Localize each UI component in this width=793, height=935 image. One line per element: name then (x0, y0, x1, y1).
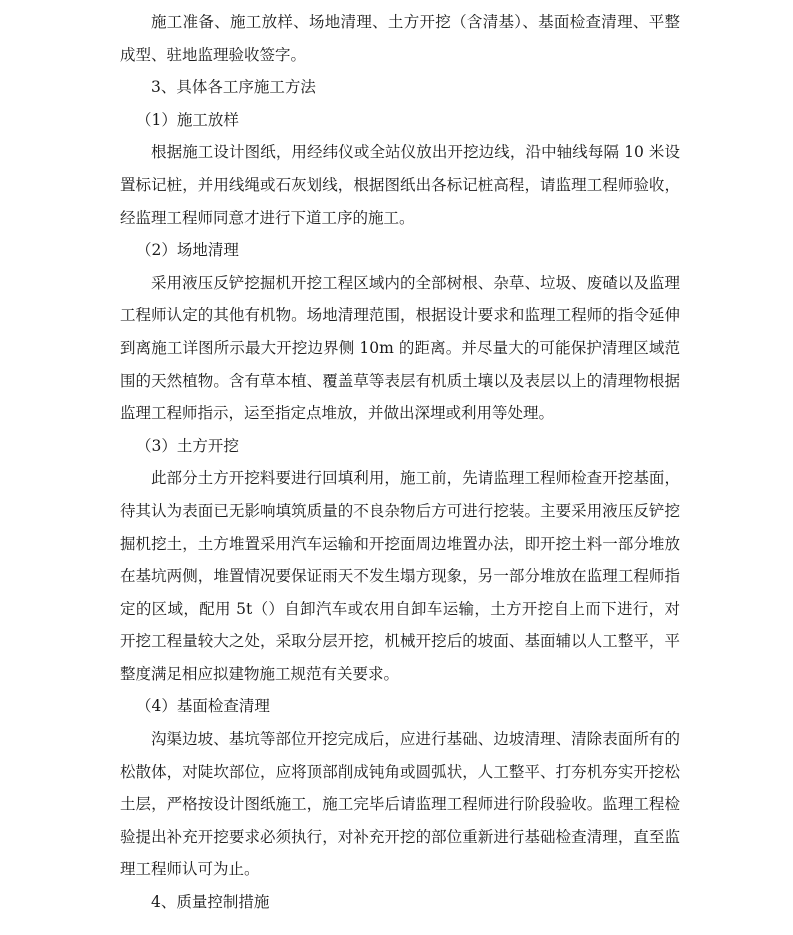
subheading-site-clearing: （2）场地清理 (136, 241, 239, 260)
subheading-construction-layout: （1）施工放样 (136, 110, 239, 129)
paragraph-earth-excavation: 此部分土方开挖料要进行回填利用，施工前，先请监理工程师检查开挖基面，待其认为表面已无影响填筑质量的不良杂物后方可进行挖装。主要采用液压反铲挖掘机挖土，土方堆置采用汽车运输和开挖面周边堆置办法，即开挖土料一部分堆放在基坑两侧，堆置情况要保证雨天不发生塌方现象，另一部分堆放在监理工程师指定的区域，配用 5t（）自卸汽车或农用自卸车运输，土方开挖自上而下进行，对开挖工程量较大之处，采取分层开挖，机械开挖后的坡面、基面辅以人工整平，平整度满足相应拟建物施工规范有关要求。 (120, 469, 680, 683)
paragraph-site-clearing: 采用液压反铲挖掘机开挖工程区域内的全部树根、杂草、垃圾、废碴以及监理工程师认定的其他有机物。场地清理范围，根据设计要求和监理工程师的指令延伸到离施工详图所示最大开挖边界侧 10m 的距离。并尽量大的可能保护清理区域范围的天然植物。含有草本植、覆盖草等表层有机质土壤以及表层以上的清理物根据监理工程师指示，运至指定点堆放，并做出深埋或利用等处理。 (120, 273, 680, 423)
paragraph-construction-layout: 根据施工设计图纸，用经纬仪或全站仪放出开挖边线，沿中轴线每隔 10 米设置标记桩，并用线绳或石灰划线，根据图纸出各标记桩高程，请监理工程师验收，经监理工程师同意才进行下道工序的施工。 (120, 143, 680, 227)
subheading-base-inspection: （4）基面检查清理 (136, 697, 270, 716)
paragraph-base-inspection: 沟渠边坡、基坑等部位开挖完成后，应进行基础、边坡清理、清除表面所有的松散体，对陡坎部位，应将顶部削成钝角或圆弧状，人工整平、打夯机夯实开挖松土层，严格按设计图纸施工，施工完毕后请监理工程师进行阶段验收。监理工程检验提出补充开挖要求必须执行，对补充开挖的部位重新进行基础检查清理，直至监理工程师认可为止。 (120, 730, 680, 879)
document-body (120, 6, 680, 919)
intro-paragraph: 施工准备、施工放样、场地清理、土方开挖（含清基）、基面检查清理、平整成型、驻地监理验收签字。 (120, 13, 680, 64)
section-heading-construction-methods: 3、具体各工序施工方法 (151, 78, 316, 97)
section-heading-quality-control: 4、质量控制措施 (151, 893, 270, 912)
subheading-earth-excavation: （3）土方开挖 (136, 436, 239, 455)
